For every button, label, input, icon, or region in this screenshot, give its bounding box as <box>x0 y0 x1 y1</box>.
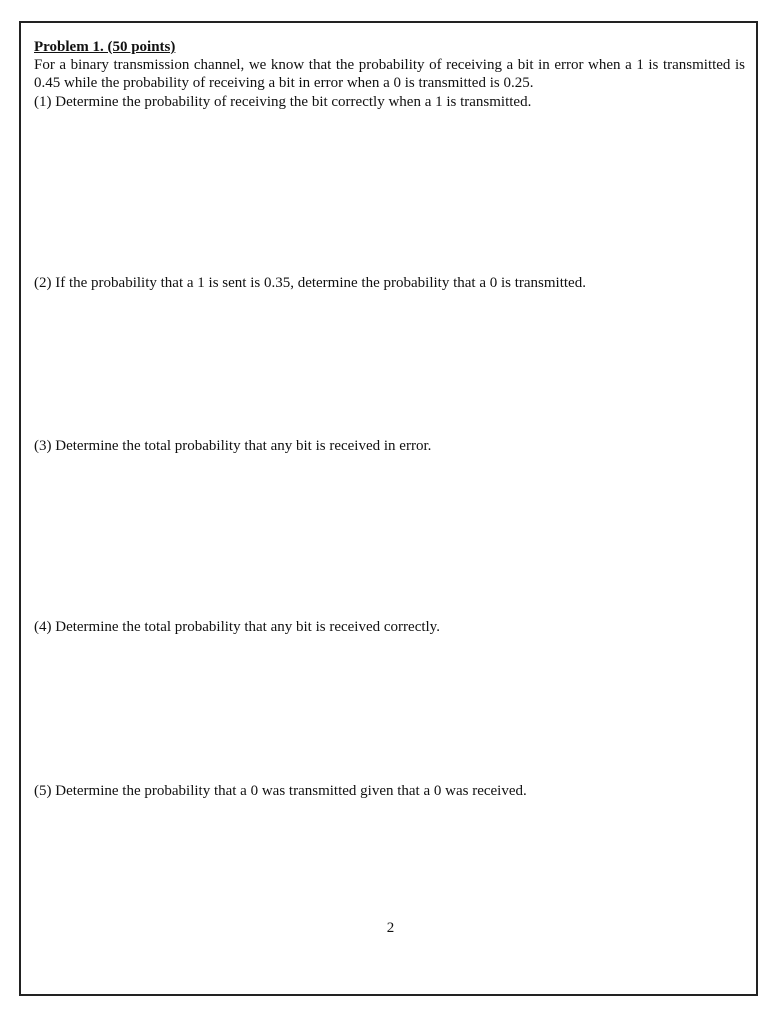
question-2: (2) If the probability that a 1 is sent is 0.35, determine the probability that a 0 is transmitted. <box>34 275 586 291</box>
page-number: 2 <box>386 920 395 936</box>
problem-title: Problem 1. (50 points) <box>34 39 176 55</box>
problem-intro: For a binary transmission channel, we know that the probability of receiving a bit in error when a 1 is transmitted is 0.45 while the probability of receiving a bit in error when a 0 is transmitted is 0.25. <box>34 57 745 91</box>
question-1: (1) Determine the probability of receiving the bit correctly when a 1 is transmitted. <box>34 94 532 110</box>
question-5: (5) Determine the probability that a 0 was transmitted given that a 0 was received. <box>34 783 527 799</box>
question-4: (4) Determine the total probability that any bit is received correctly. <box>34 619 440 635</box>
page-border <box>19 21 758 996</box>
question-3: (3) Determine the total probability that any bit is received in error. <box>34 438 432 454</box>
